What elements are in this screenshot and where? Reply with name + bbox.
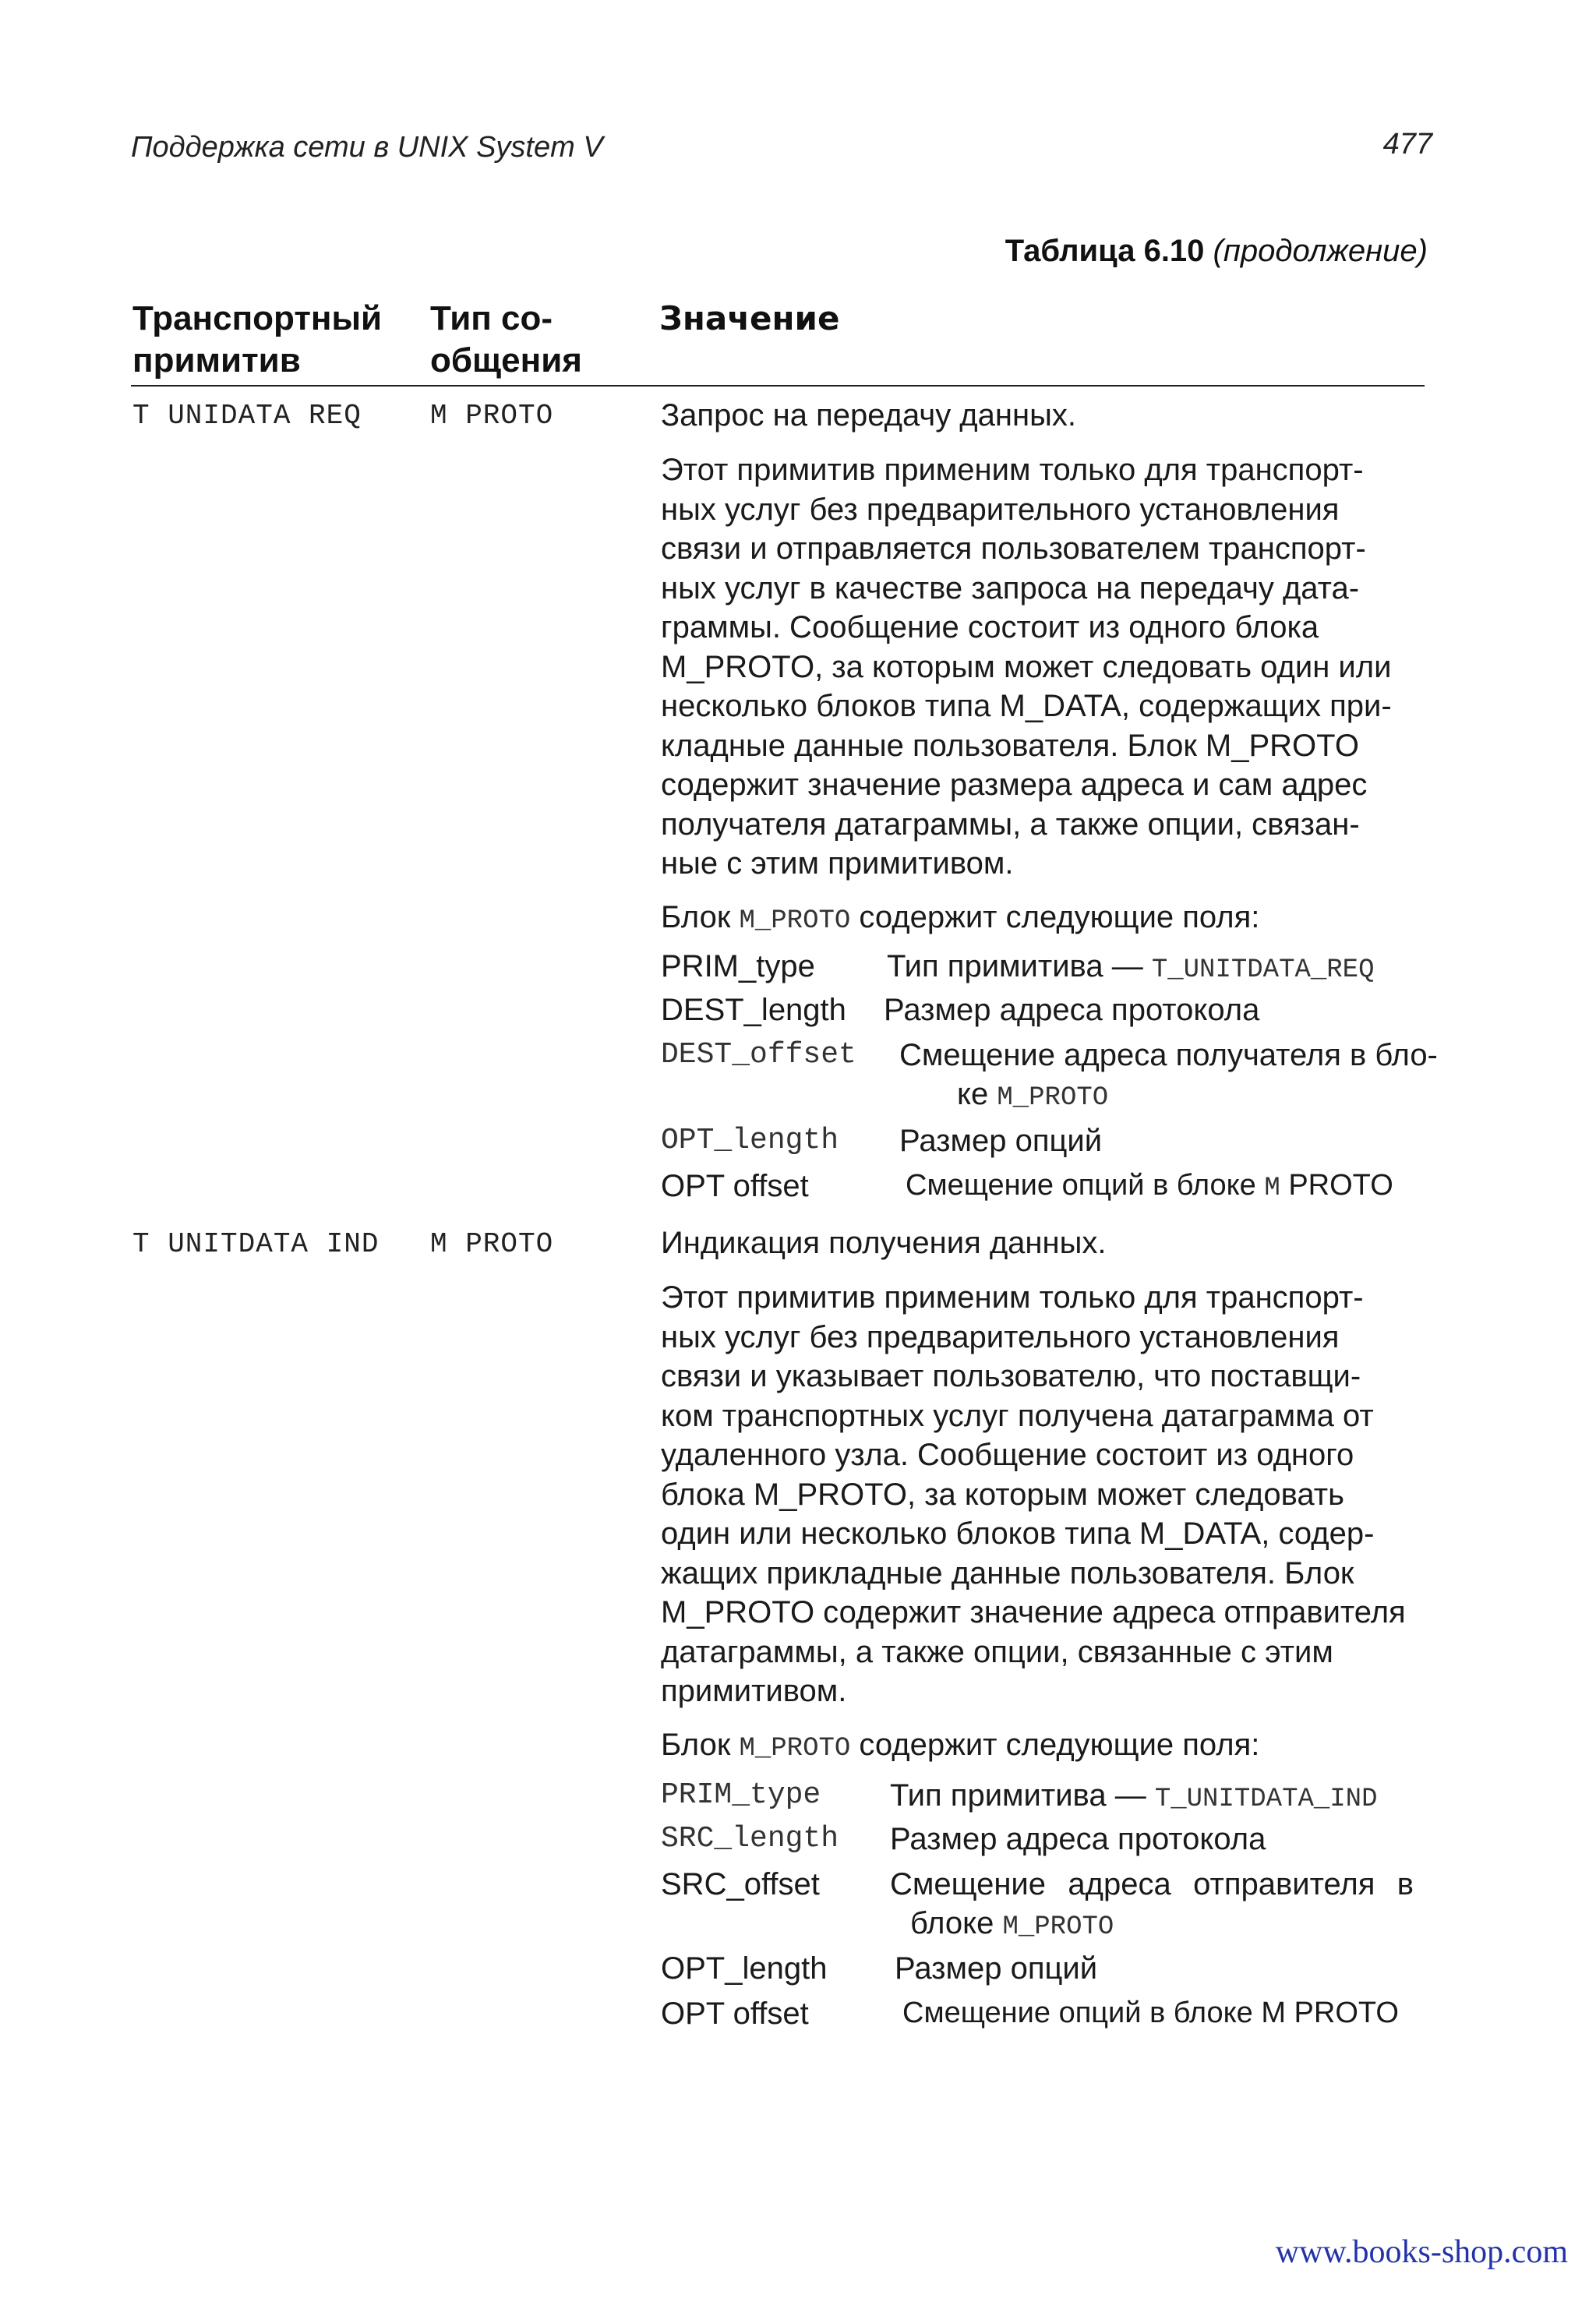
row-2-desc-line: примитивом. — [661, 1674, 847, 1708]
running-title: Поддержка сети в UNIX System V — [131, 131, 603, 164]
row-2-fields-table — [661, 1778, 1414, 2059]
field-desc: Тип примитива — T_UNITDATA_REQ — [887, 949, 1375, 985]
table-caption-note: (продолжение) — [1213, 234, 1428, 268]
row-2-desc-line: связи и указывает пользователю, что поставщи- — [661, 1359, 1361, 1393]
row-1-desc-line: содержит значение размера адреса и сам адрес — [661, 768, 1368, 802]
field-name: OPT_length — [661, 1124, 839, 1157]
row-2-desc-line: датаграммы, а также опции, связанные с этим — [661, 1634, 1333, 1669]
row-1-fields-intro-code: M_PROTO — [739, 906, 851, 936]
page-number: 477 — [1382, 128, 1432, 161]
row-1-fields-intro-post: содержит следующие поля: — [859, 900, 1260, 934]
field-desc: Размер адреса протокола — [890, 1822, 1266, 1856]
row-1-primitive: T UNIDATA REQ — [132, 400, 362, 432]
column-header-message-type: Тип со-общения — [430, 299, 582, 380]
field-desc: Смещение адреса отправителя в — [890, 1867, 1414, 1901]
field-name: DEST_offset — [661, 1038, 856, 1072]
row-1-desc-line: Этот примитив применим только для транспорт- — [661, 453, 1364, 487]
field-desc: Размер опций — [895, 1951, 1098, 1986]
field-name: SRC_length — [661, 1822, 839, 1855]
field-desc: Размер адреса протокола — [884, 993, 1260, 1027]
row-1-summary: Запрос на передачу данных. — [661, 398, 1076, 433]
field-name: SRC_offset — [661, 1867, 820, 1901]
row-2-desc-line: M_PROTO содержит значение адреса отправителя — [661, 1595, 1406, 1629]
field-name: PRIM_type — [661, 949, 815, 983]
table-caption — [1005, 234, 1428, 269]
row-1-desc-line: ных услуг без предварительного установления — [661, 492, 1340, 527]
row-2-desc-line: ком транспортных услуг получена датаграмма от — [661, 1398, 1374, 1433]
row-2-desc-line: удаленного узла. Сообщение состоит из одного — [661, 1438, 1354, 1472]
row-2-desc-line: один или несколько блоков типа M_DATA, содер- — [661, 1516, 1375, 1551]
header-rule — [131, 385, 1425, 387]
row-2-primitive: T UNITDATA IND — [132, 1228, 380, 1260]
row-1-fields-intro — [661, 898, 1414, 941]
field-name: OPT offset — [661, 1169, 809, 1203]
row-1-desc-line: ные с этим примитивом. — [661, 846, 1014, 881]
field-desc: Тип примитива — T_UNITDATA_IND — [890, 1778, 1378, 1814]
row-2-desc-line: Этот примитив применим только для транспорт- — [661, 1280, 1364, 1315]
row-1-fields-table — [661, 949, 1438, 1230]
row-2-description — [661, 1278, 1414, 1711]
row-1-desc-line: связи и отправляется пользователем транспорт- — [661, 531, 1366, 566]
field-desc: Размер опций — [899, 1124, 1103, 1158]
row-1-desc-line: ных услуг в качестве запроса на передачу дата- — [661, 570, 1360, 606]
column-header-primitive: Транспортный примитив — [132, 299, 383, 380]
row-2-fields-intro-pre: Блок — [661, 1728, 731, 1762]
field-desc-cont: блоке M_PROTO — [910, 1906, 1114, 1942]
field-desc-cont: ке M_PROTO — [957, 1077, 1109, 1113]
field-desc: Смещение опций в блоке M PROTO — [902, 1997, 1399, 2029]
field-name: OPT offset — [661, 1997, 809, 2031]
row-1-desc-line: кладные данные пользователя. Блок M_PROTO — [661, 728, 1359, 763]
row-1-desc-line: получателя датаграммы, а также опции, связан- — [661, 807, 1360, 842]
row-2-message-type: M PROTO — [430, 1228, 554, 1260]
row-1-message-type: M PROTO — [430, 400, 554, 432]
row-2-fields-intro-code: M_PROTO — [739, 1734, 851, 1764]
field-name: OPT_length — [661, 1951, 828, 1986]
row-1-desc-line: граммы. Сообщение состоит из одного блока — [661, 610, 1319, 644]
table-caption-label: Таблица 6.10 — [1005, 234, 1205, 268]
row-2-desc-line: ных услуг без предварительного установления — [661, 1319, 1340, 1354]
row-2-fields-intro-post: содержит следующие поля: — [859, 1728, 1260, 1762]
row-1-fields-intro-pre: Блок — [661, 900, 731, 934]
row-1-desc-line: M_PROTO, за которым может следовать один или — [661, 649, 1392, 684]
field-desc: Смещение адреса получателя в бло- — [899, 1038, 1438, 1072]
row-1-description — [661, 450, 1414, 884]
footer-url: www.books-shop.com — [1275, 2234, 1568, 2270]
row-2-desc-line: блока M_PROTO, за которым может следовать — [661, 1477, 1344, 1512]
row-2-fields-intro — [661, 1725, 1414, 1769]
row-1-desc-line: несколько блоков типа M_DATA, содержащих при- — [661, 689, 1392, 723]
column-header-meaning: Значение — [659, 299, 840, 337]
row-2-summary: Индикация получения данных. — [661, 1226, 1107, 1260]
field-name: DEST_length — [661, 993, 846, 1027]
field-name: PRIM_type — [661, 1778, 821, 1812]
row-2-desc-line: жащих прикладные данные пользователя. Блок — [661, 1555, 1354, 1591]
field-desc: Смещение опций в блоке M PROTO — [906, 1169, 1393, 1203]
